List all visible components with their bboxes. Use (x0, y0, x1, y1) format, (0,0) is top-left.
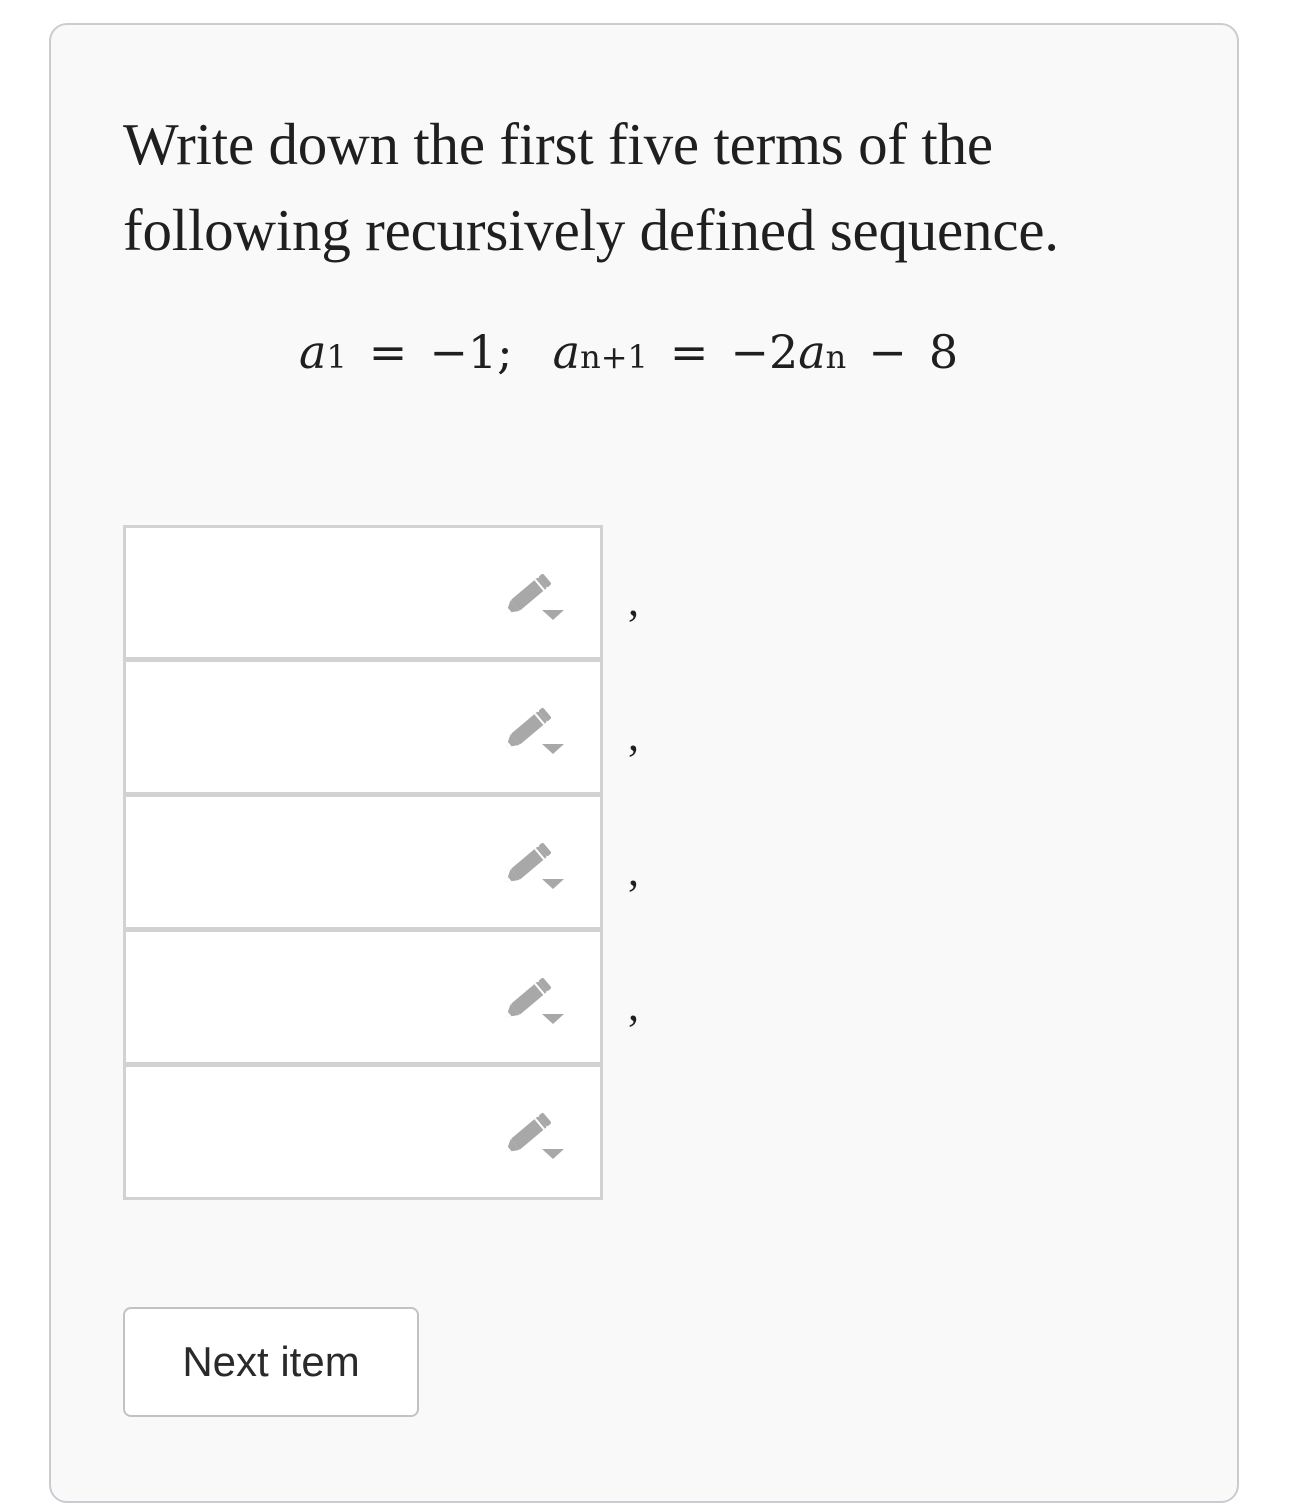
answer-input-3[interactable] (123, 795, 603, 930)
pencil-dropdown-icon[interactable] (506, 704, 572, 758)
formula-minus: − (868, 325, 907, 379)
formula-equals-1: = (368, 325, 408, 379)
recursive-formula: a 1 = −1; a n+1 = −2 a n − 8 (299, 325, 959, 379)
answer-row (123, 930, 683, 1065)
answer-input-2[interactable] (123, 660, 603, 795)
formula-an1-var: a (552, 325, 581, 379)
answer-row (123, 1065, 683, 1200)
answer-separator: , (628, 981, 639, 1030)
answer-input-5[interactable] (123, 1065, 603, 1200)
pencil-dropdown-icon[interactable] (506, 1109, 572, 1163)
formula-initial-value: −1; (429, 325, 513, 379)
pencil-dropdown-icon[interactable] (506, 974, 572, 1028)
formula-equals-2: = (669, 325, 709, 379)
question-card (49, 23, 1239, 1503)
answer-list (123, 525, 683, 1200)
answer-separator: , (628, 711, 639, 760)
answer-input-4[interactable] (123, 930, 603, 1065)
formula-coefficient: −2 (730, 325, 799, 379)
answer-input-1[interactable] (123, 525, 603, 660)
answer-separator: , (628, 846, 639, 895)
answer-separator: , (628, 576, 639, 625)
question-prompt: Write down the first five terms of the following recursively defined sequence. (123, 111, 1059, 263)
answer-row (123, 525, 683, 660)
answer-row (123, 660, 683, 795)
next-item-button[interactable]: Next item (123, 1307, 419, 1417)
pencil-dropdown-icon[interactable] (506, 839, 572, 893)
pencil-dropdown-icon[interactable] (506, 570, 572, 624)
answer-row (123, 795, 683, 930)
formula-a1-var: a (299, 325, 327, 379)
formula-an-var: a (798, 325, 826, 379)
formula-constant: 8 (928, 325, 959, 379)
